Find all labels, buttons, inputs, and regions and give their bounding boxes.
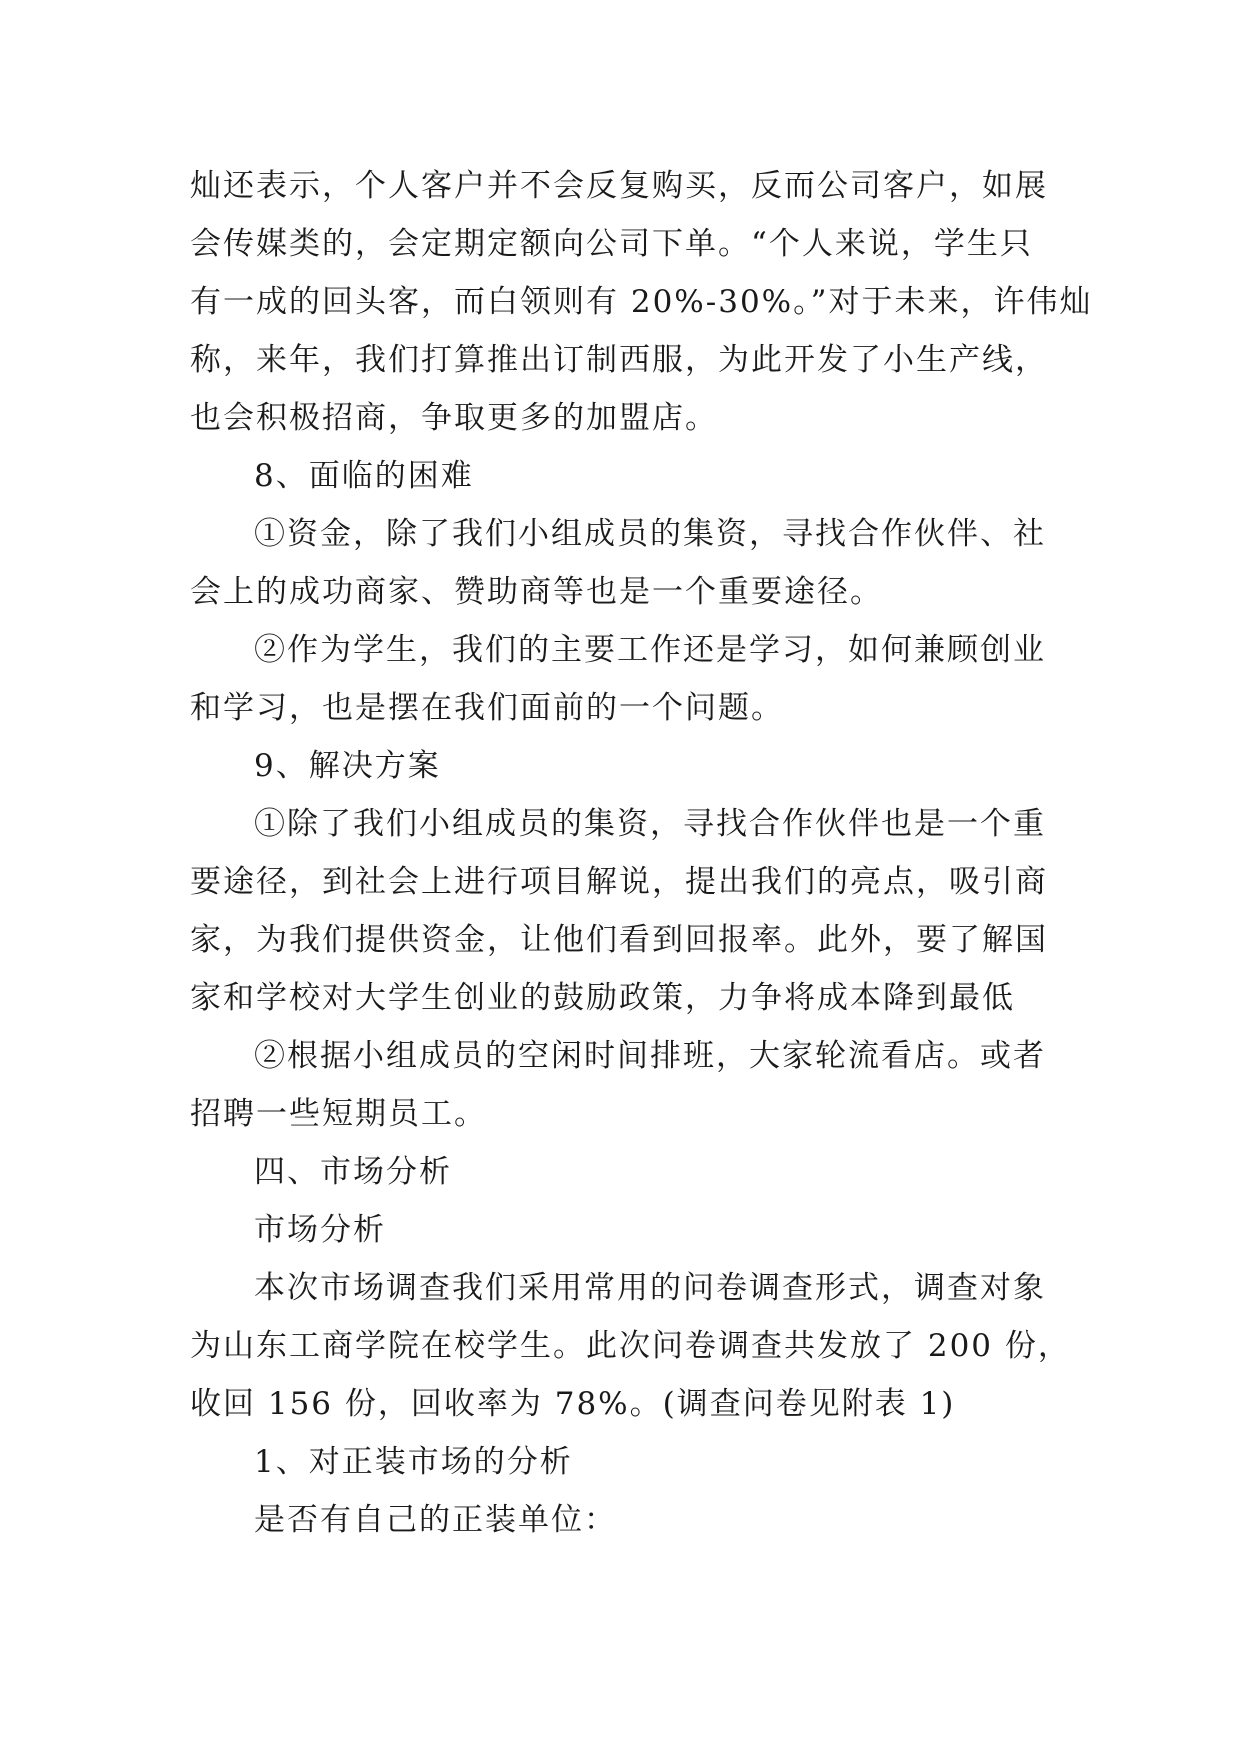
subsection-heading: 市场分析 (254, 1212, 386, 1248)
section-heading: 9、解决方案 (254, 748, 441, 784)
body-line: ①资金，除了我们小组成员的集资，寻找合作伙伴、社 (254, 516, 1046, 552)
body-line: 会上的成功商家、赞助商等也是一个重要途径。 (190, 574, 883, 610)
section-heading: 8、面临的困难 (254, 458, 474, 494)
body-line: 家，为我们提供资金，让他们看到回报率。此外，要了解国 (190, 922, 1048, 958)
body-line: ②根据小组成员的空闲时间排班，大家轮流看店。或者 (254, 1038, 1046, 1074)
body-line: 是否有自己的正装单位： (254, 1502, 617, 1538)
document-body (190, 157, 1093, 1549)
body-line: ②作为学生，我们的主要工作还是学习，如何兼顾创业 (254, 632, 1046, 668)
body-line: 招聘一些短期员工。 (190, 1096, 487, 1132)
body-line: 有一成的回头客，而白领则有 20%-30%。”对于未来，许伟灿 (190, 284, 1093, 320)
body-line: 收回 156 份，回收率为 78%。(调查问卷见附表 1) (190, 1386, 956, 1422)
body-line: 家和学校对大学生创业的鼓励政策，力争将成本降到最低 (190, 980, 1015, 1016)
body-line: 也会积极招商，争取更多的加盟店。 (190, 400, 718, 436)
body-line: 为山东工商学院在校学生。此次问卷调查共发放了 200 份， (190, 1328, 1071, 1364)
section-heading: 1、对正装市场的分析 (254, 1444, 573, 1480)
section-heading: 四、市场分析 (254, 1154, 452, 1190)
body-line: 灿还表示，个人客户并不会反复购买，反而公司客户，如展 (190, 168, 1048, 204)
body-line: ①除了我们小组成员的集资，寻找合作伙伴也是一个重 (254, 806, 1046, 842)
body-line: 会传媒类的，会定期定额向公司下单。“个人来说，学生只 (190, 226, 1033, 262)
body-line: 本次市场调查我们采用常用的问卷调查形式，调查对象 (254, 1270, 1046, 1306)
body-line: 称，来年，我们打算推出订制西服，为此开发了小生产线， (190, 342, 1048, 378)
body-line: 要途径，到社会上进行项目解说，提出我们的亮点，吸引商 (190, 864, 1048, 900)
body-line: 和学习，也是摆在我们面前的一个问题。 (190, 690, 784, 726)
